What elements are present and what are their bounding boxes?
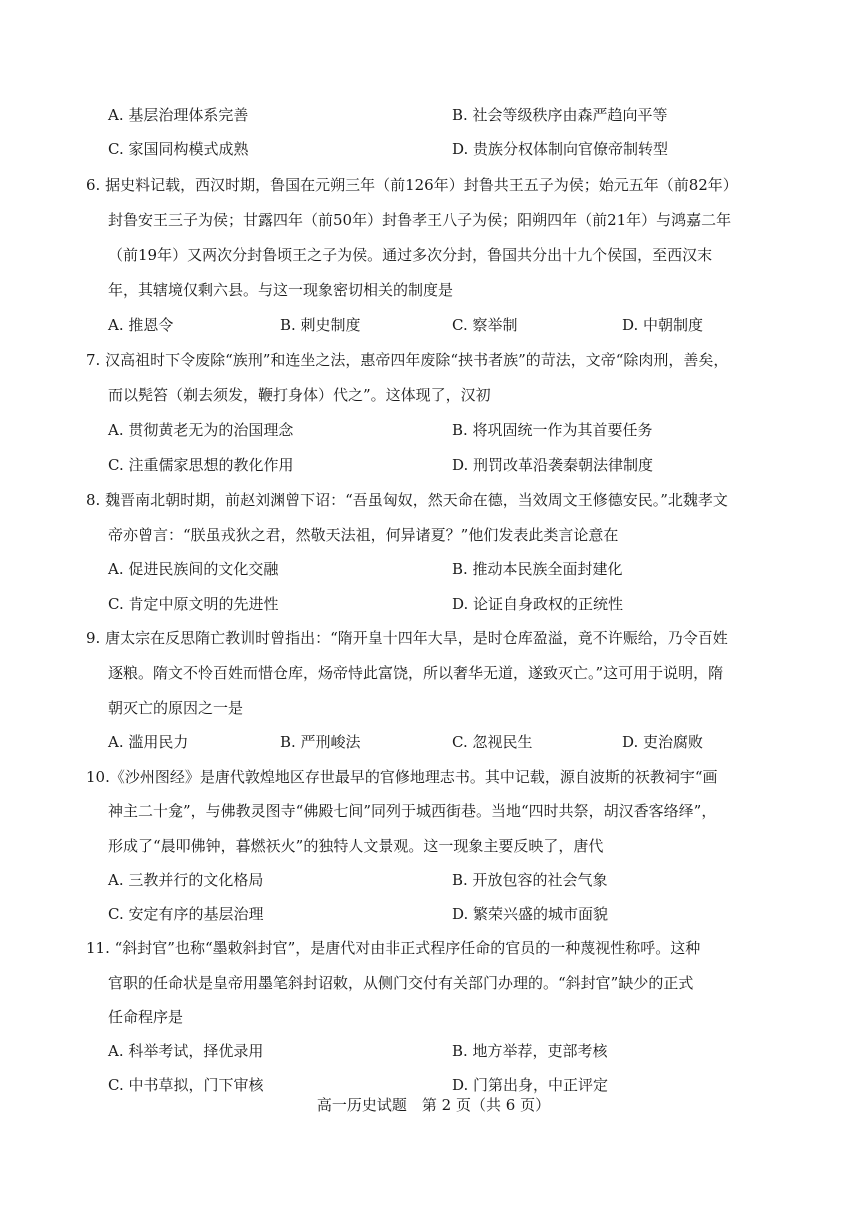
q7-stem-line: 而以髡笞（剃去须发，鞭打身体）代之”。这体现了，汉初 xyxy=(108,386,491,404)
q10-stem-line: 神主二十龛”，与佛教灵图寺“佛殿七间”同列于城西街巷。当地“四时共祭，胡汉香客络绎”， xyxy=(108,802,717,820)
q4-option-d: D. 贵族分权体制向官僚帝制转型 xyxy=(452,140,669,158)
q6-option-a: A. 推恩令 xyxy=(108,316,174,334)
q11-stem-line: 官职的任命状是皇帝用墨笔斜封诏敕，从侧门交付有关部门办理的。“斜封官”缺少的正式 xyxy=(108,974,694,992)
q6-option-c: C. 察举制 xyxy=(452,316,518,334)
q11-stem-line: 任命程序是 xyxy=(108,1008,184,1026)
q11-option-d: D. 门第出身，中正评定 xyxy=(452,1076,609,1094)
q7-option-d: D. 刑罚改革沿袭秦朝法律制度 xyxy=(452,456,654,474)
q7-option-a: A. 贯彻黄老无为的治国理念 xyxy=(108,421,294,439)
q9-option-c: C. 忽视民生 xyxy=(452,733,533,751)
q8-option-a: A. 促进民族间的文化交融 xyxy=(108,560,279,578)
q9-stem-line: 朝灭亡的原因之一是 xyxy=(108,699,244,717)
q11-option-a: A. 科举考试，择优录用 xyxy=(108,1042,264,1060)
q8-stem-line: 帝亦曾言：“朕虽戎狄之君，然敬天法祖，何异诸夏？”他们发表此类言论意在 xyxy=(108,526,619,544)
q6-option-d: D. 中朝制度 xyxy=(622,316,704,334)
q7-option-b: B. 将巩固统一作为其首要任务 xyxy=(452,421,653,439)
q8-option-b: B. 推动本民族全面封建化 xyxy=(452,560,623,578)
q11-option-b: B. 地方举荐，吏部考核 xyxy=(452,1042,608,1060)
q11-stem-line: 11. “斜封官”也称“墨敕斜封官”，是唐代对由非正式程序任命的官员的一种蔑视性称呼。这种 xyxy=(86,939,701,957)
q4-option-a: A. 基层治理体系完善 xyxy=(108,106,249,124)
q8-stem-line: 8. 魏晋南北朝时期，前赵刘渊曾下诏：“吾虽匈奴，然天命在德，当效周文王修德安民。”北魏孝文 xyxy=(86,491,728,509)
q10-stem-line: 10.《沙州图经》是唐代敦煌地区存世最早的官修地理志书。其中记载，源自波斯的祆教祠宇“画 xyxy=(86,768,718,786)
q4-option-b: B. 社会等级秩序由森严趋向平等 xyxy=(452,106,668,124)
q8-option-c: C. 肯定中原文明的先进性 xyxy=(108,595,279,613)
q10-option-c: C. 安定有序的基层治理 xyxy=(108,905,264,923)
q6-stem-line: 6. 据史料记载，西汉时期，鲁国在元朔三年（前126年）封鲁共王五子为侯；始元五年（前82年） xyxy=(86,176,738,194)
q6-stem-line: 年，其辖境仅剩六县。与这一现象密切相关的制度是 xyxy=(108,281,454,299)
q9-option-a: A. 滥用民力 xyxy=(108,733,189,751)
q7-stem-line: 7. 汉高祖时下令废除“族刑”和连坐之法，惠帝四年废除“挟书者族”的苛法，文帝“除肉刑，善矣， xyxy=(86,351,729,369)
q6-stem-line: 封鲁安王三子为侯；甘露四年（前50年）封鲁孝王八子为侯；阳朔四年（前21年）与鸿嘉二年 xyxy=(108,211,732,229)
q9-option-d: D. 吏治腐败 xyxy=(622,733,704,751)
q6-stem-line: （前19年）又两次分封鲁顷王之子为侯。通过多次分封，鲁国共分出十九个侯国，至西汉末 xyxy=(108,246,713,264)
q8-option-d: D. 论证自身政权的正统性 xyxy=(452,595,624,613)
q6-option-b: B. 刺史制度 xyxy=(280,316,361,334)
q4-option-c: C. 家国同构模式成熟 xyxy=(108,140,249,158)
q9-stem-line: 逐粮。隋文不怜百姓而惜仓库，炀帝恃此富饶，所以奢华无道，遂致灭亡。”这可用于说明，隋 xyxy=(108,664,724,682)
q10-option-a: A. 三教并行的文化格局 xyxy=(108,871,264,889)
q10-stem-line: 形成了“晨叩佛钟，暮燃祆火”的独特人文景观。这一现象主要反映了，唐代 xyxy=(108,837,604,855)
q9-stem-line: 9. 唐太宗在反思隋亡教训时曾指出：“隋开皇十四年大旱，是时仓库盈溢，竟不许赈给，乃令百姓 xyxy=(86,629,728,647)
q10-option-b: B. 开放包容的社会气象 xyxy=(452,871,608,889)
q9-option-b: B. 严刑峻法 xyxy=(280,733,361,751)
q10-option-d: D. 繁荣兴盛的城市面貌 xyxy=(452,905,609,923)
q7-option-c: C. 注重儒家思想的教化作用 xyxy=(108,456,294,474)
q11-option-c: C. 中书草拟，门下审核 xyxy=(108,1076,264,1094)
page-footer: 高一历史试题 第 2 页（共 6 页） xyxy=(316,1096,551,1114)
